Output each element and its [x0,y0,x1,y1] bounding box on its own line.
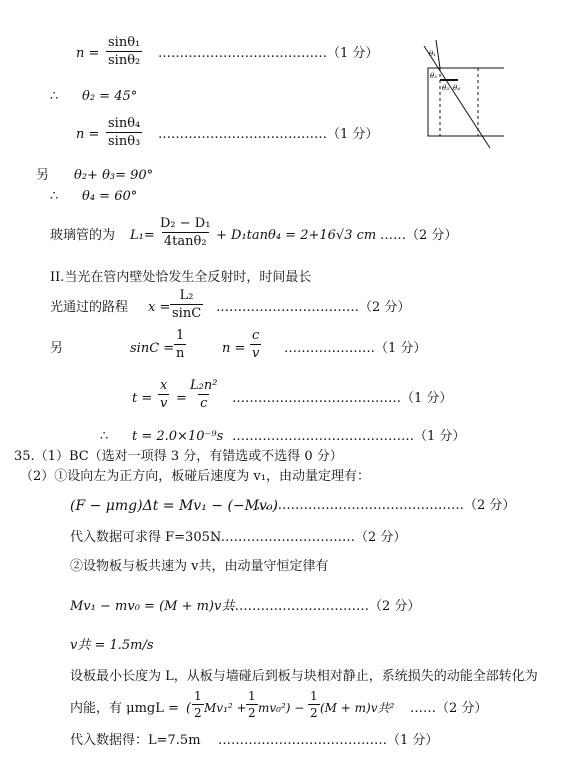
energy-intro: 设板最小长度为 L，从板与墙碰后到板与块相对静止，系统损失的动能全部转化为 [70,669,538,684]
score-mark: ……（2 分） [380,228,458,243]
fraction-numerator: x [160,378,168,393]
fraction-numerator: sinθ₄ [108,116,141,131]
fraction-denominator: v [160,396,168,411]
fraction-numerator: 1 [194,689,202,703]
fraction-1-n [174,329,186,360]
glass-tube-outline [428,68,504,136]
fraction-numerator: c [252,328,260,343]
eq-L1-rest: + D₁tanθ₄ = 2+16√3 cm [216,228,377,243]
fraction-denominator: 2 [248,706,256,720]
eq-theta4: θ₄ = 60° [82,189,138,204]
theta4-label: θ₄ [453,84,461,92]
fraction-denominator: sinθ₃ [108,134,141,149]
eq-momentum: Mv₁ − mv₀ = (M + m)v共 [70,599,235,614]
paren-open: ( [186,701,192,716]
score-mark: …………………………………………（2 分） [256,498,516,513]
fraction-denominator: sinC [172,306,202,321]
result-v-common: v共 = 1.5m/s [70,638,154,653]
fraction-denominator: c [200,396,208,411]
fraction-half-2 [246,690,258,719]
energy-label: 内能，有 μmgL = [70,701,179,716]
score-mark: …………………………………（1 分） [218,733,439,748]
fraction-denominator: 2 [194,706,202,720]
fraction-D-diff [158,217,212,248]
therefore-symbol: ∴ [50,189,59,204]
fraction-denominator: n [176,346,185,361]
score-mark: …………………………………（1 分） [232,391,453,406]
fraction-sin1-sin2 [106,36,142,67]
fraction-denominator: 2 [310,706,318,720]
score-mark: ……………………………（2 分） [226,599,421,614]
result-F: 代入数据可求得 F=305N [70,530,222,545]
another-prefix: 另 [50,341,64,356]
eq-theta2: θ₂ = 45° [82,89,138,104]
fraction-x-v [158,379,169,410]
fraction-L2n2-c [188,379,219,410]
fraction-numerator: D₂ − D₁ [160,216,211,231]
eq-t-value: t = 2.0×10⁻⁹s [132,429,224,444]
fraction-denominator: v [252,346,260,361]
fraction-denominator: 4tanθ₂ [163,234,207,249]
score-mark: …………………………………（1 分） [158,46,379,61]
q35-part1: 35.（1）BC（选对一项得 3 分，有错选或不选得 0 分） [14,449,343,464]
eq-theta-sum: θ₂+ θ₃= 90° [74,168,154,183]
fraction-numerator: sinθ₁ [108,35,141,50]
score-mark: ……（2 分） [410,701,488,716]
light-ray [424,46,490,148]
therefore-symbol: ∴ [100,429,109,444]
fraction-numerator: L₂n² [190,378,218,393]
therefore-symbol: ∴ [50,89,59,104]
fraction-numerator: 1 [176,328,185,343]
tube-length-label: 玻璃管的为 [50,228,116,243]
eq-t-lhs: t = [132,391,153,406]
fraction-sin4-sin3 [106,117,142,148]
refraction-diagram [400,40,504,150]
fraction-half-3 [308,690,320,719]
theta2-label: θ₂ [430,72,438,80]
term-Mm: (M + m)v共² [320,701,395,715]
eq-n-lhs: n = [76,46,100,61]
term-mv0: mv₀²) − [258,701,305,715]
fraction-c-v [250,329,261,360]
fraction-numerator: 1 [248,689,256,703]
eq-impulse: (F − μmg)Δt = Mv₁ − (−Mv₀) [70,498,278,514]
equals-sign: = [176,391,187,406]
path-label: 光通过的路程 [50,300,129,315]
section-ii-heading: II.当光在管内壁处恰发生全反射时，时间最长 [50,270,312,285]
fraction-denominator: sinθ₂ [108,53,141,68]
normal-line [436,40,440,68]
eq-sinC-lhs: sinC = [130,341,175,356]
eq-x-lhs: x = [148,300,171,315]
score-mark: ……………………………………（1 分） [232,429,466,444]
theta1-label: θ₁ [429,50,437,58]
score-mark: …………………………………（1 分） [158,127,379,142]
fraction-half-1 [192,690,204,719]
score-mark: …………………（1 分） [284,341,427,356]
result-L: 代入数据得：L=7.5m [70,733,201,748]
fraction-numerator: 1 [310,689,318,703]
q35-part2-intro: （2）①设向左为正方向，板碰后速度为 v₁，由动量定理有： [20,469,370,484]
score-mark: ……………………………（2 分） [212,530,407,545]
fraction-L2-sinC [170,289,203,320]
score-mark: ……………………………（2 分） [216,300,411,315]
eq-L1-lhs: L₁= [130,228,155,243]
eq-n-lhs-3: n = [222,341,246,356]
theta3-label: θ₃ [442,84,450,92]
fraction-numerator: L₂ [179,288,194,303]
common-velocity-intro: ②设物板与板共速为 v共，由动量守恒定律有 [70,559,329,574]
eq-n-lhs-2: n = [76,127,100,142]
another-prefix: 另 [36,168,50,183]
term-Mv1: Mv₁² + [204,701,247,715]
